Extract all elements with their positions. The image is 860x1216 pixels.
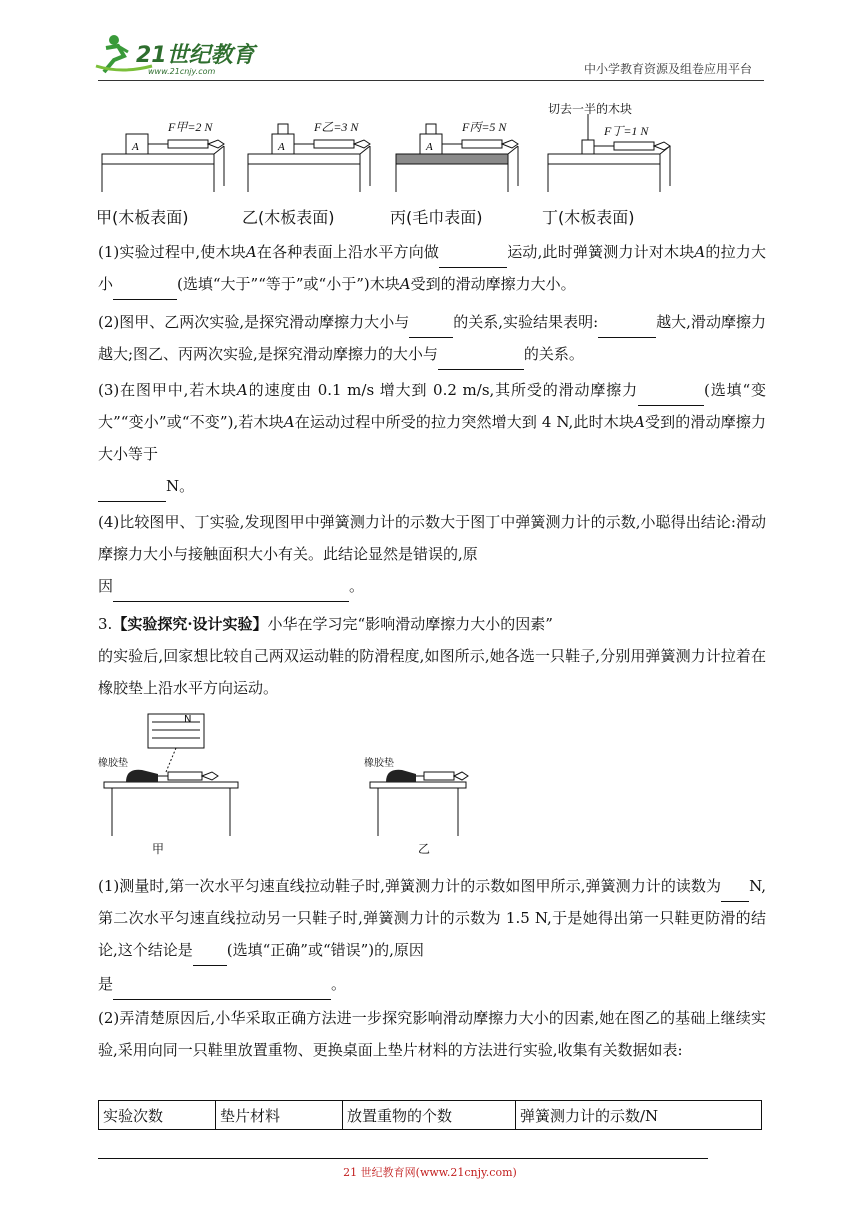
table-header-cell: 垫片材料 [216, 1101, 343, 1130]
panel-ding [542, 96, 692, 232]
platform-name: 中小学教育资源及组卷应用平台 [583, 62, 752, 76]
caption-yi: 乙(木板表面) [242, 208, 335, 227]
caption-bing: 丙(毛巾表面) [390, 208, 483, 227]
answer-blank[interactable] [638, 387, 704, 406]
q3-intro-cont: 的实验后,回家想比较自己两双运动鞋的防滑程度,如图所示,她各选一只鞋子,分别用弹簧测力计拉着在橡胶垫上沿水平方向运动。 [98, 647, 766, 697]
answer-blank[interactable] [721, 883, 749, 902]
panel-jia [96, 96, 246, 232]
answer-blank[interactable] [113, 281, 177, 300]
q2-part2: (2)图甲、乙两次实验,是探究滑动摩擦力大小与 的关系,实验结果表明: 越大,滑动摩擦力越大;图乙、丙两次实验,是探究滑动摩擦力的大小与 的关系。 [98, 306, 766, 370]
site-logo [92, 30, 262, 78]
svg-text:A: A [132, 141, 139, 153]
shoe-experiment-figure [96, 712, 476, 862]
answer-blank[interactable] [113, 583, 349, 602]
cut-block-note: 切去一半的木块 [548, 102, 633, 116]
answer-blank[interactable] [439, 249, 507, 268]
force-label-bing: F丙=5 N [462, 120, 507, 134]
panel-bing [390, 96, 540, 232]
q3-part1: (1)测量时,第一次水平匀速直线拉动鞋子时,弹簧测力计的示数如图甲所示,弹簧测力计的读数为 N,第二次水平匀速直线拉动另一只鞋子时,弹簧测力计的示数为 1.5 N,于是她得出第一只鞋更防滑的结论,这个结论是 (选填“正确”或“错误”)的,原因 [98, 870, 766, 966]
svg-text:www.21cnjy.com: www.21cnjy.com [148, 67, 216, 76]
caption-jia-2: 甲 [152, 842, 165, 856]
table-header-cell: 放置重物的个数 [343, 1101, 516, 1130]
answer-blank[interactable] [193, 947, 227, 966]
table-header-cell: 弹簧测力计的示数/N [516, 1101, 762, 1130]
q2-part1: (1)实验过程中,使木块A在各种表面上沿水平方向做 运动,此时弹簧测力计对木块A的拉力大小 (选填“大于”“等于”或“小于”)木块A受到的滑动摩擦力大小。 [98, 236, 766, 300]
header-divider [98, 80, 764, 81]
friction-experiment-figure [96, 96, 776, 232]
scale-unit: N [184, 714, 192, 725]
footer-text[interactable]: 21 世纪教育网(www.21cnjy.com) [343, 1166, 517, 1179]
caption-ding: 丁(木板表面) [542, 208, 635, 227]
answer-blank[interactable] [598, 319, 656, 338]
answer-blank[interactable] [113, 981, 331, 1000]
rubber-pad-label-a: 橡胶垫 [98, 758, 128, 769]
q3-intro: 3.【实验探究·设计实验】小华在学习完“影响滑动摩擦力大小的因素” [98, 615, 553, 633]
q2-part4: (4)比较图甲、丁实验,发现图甲中弹簧测力计的示数大于图丁中弹簧测力计的示数,小聪得出结论:滑动摩擦力大小与接触面积大小有关。此结论显然是错误的,原 [98, 513, 766, 563]
footer-divider [98, 1158, 708, 1159]
q2-part3-answer: N。 [98, 470, 766, 502]
force-label-jia: F甲=2 N [168, 120, 213, 134]
q2-part4-answer: 因 。 [98, 570, 766, 602]
table-header-cell: 实验次数 [99, 1101, 216, 1130]
q2-part3: (3)在图甲中,若木块A的速度由 0.1 m/s 增大到 0.2 m/s,其所受的滑动摩擦力 (选填“变大”“变小”或“不变”),若木块A在运动过程中所受的拉力突然增大到 4 N,此时木块A受到的滑动摩擦力大小等于 [98, 381, 766, 463]
table-header-row [99, 1101, 762, 1130]
rubber-pad-label-b: 橡胶垫 [364, 758, 394, 769]
svg-text:21世纪教育: 21世纪教育 [136, 43, 255, 68]
answer-blank[interactable] [438, 351, 524, 370]
force-label-ding: F丁=1 N [604, 124, 649, 138]
q3-tag: 【实验探究·设计实验】 [112, 615, 268, 633]
force-label-yi: F乙=3 N [314, 120, 359, 134]
answer-blank[interactable] [98, 483, 166, 502]
q3-part1-answer: 是 。 [98, 968, 766, 1000]
caption-jia: 甲(木板表面) [96, 208, 189, 227]
svg-text:A: A [278, 141, 285, 153]
svg-text:A: A [426, 141, 433, 153]
caption-yi-2: 乙 [418, 842, 431, 856]
data-table [98, 1100, 762, 1130]
q3-part2: (2)弄清楚原因后,小华采取正确方法进一步探究影响滑动摩擦力大小的因素,她在图乙的基础上继续实验,采用向同一只鞋里放置重物、更换桌面上垫片材料的方法进行实验,收集有关数据如表: [98, 1009, 766, 1059]
answer-blank[interactable] [409, 319, 453, 338]
panel-yi [242, 96, 392, 232]
